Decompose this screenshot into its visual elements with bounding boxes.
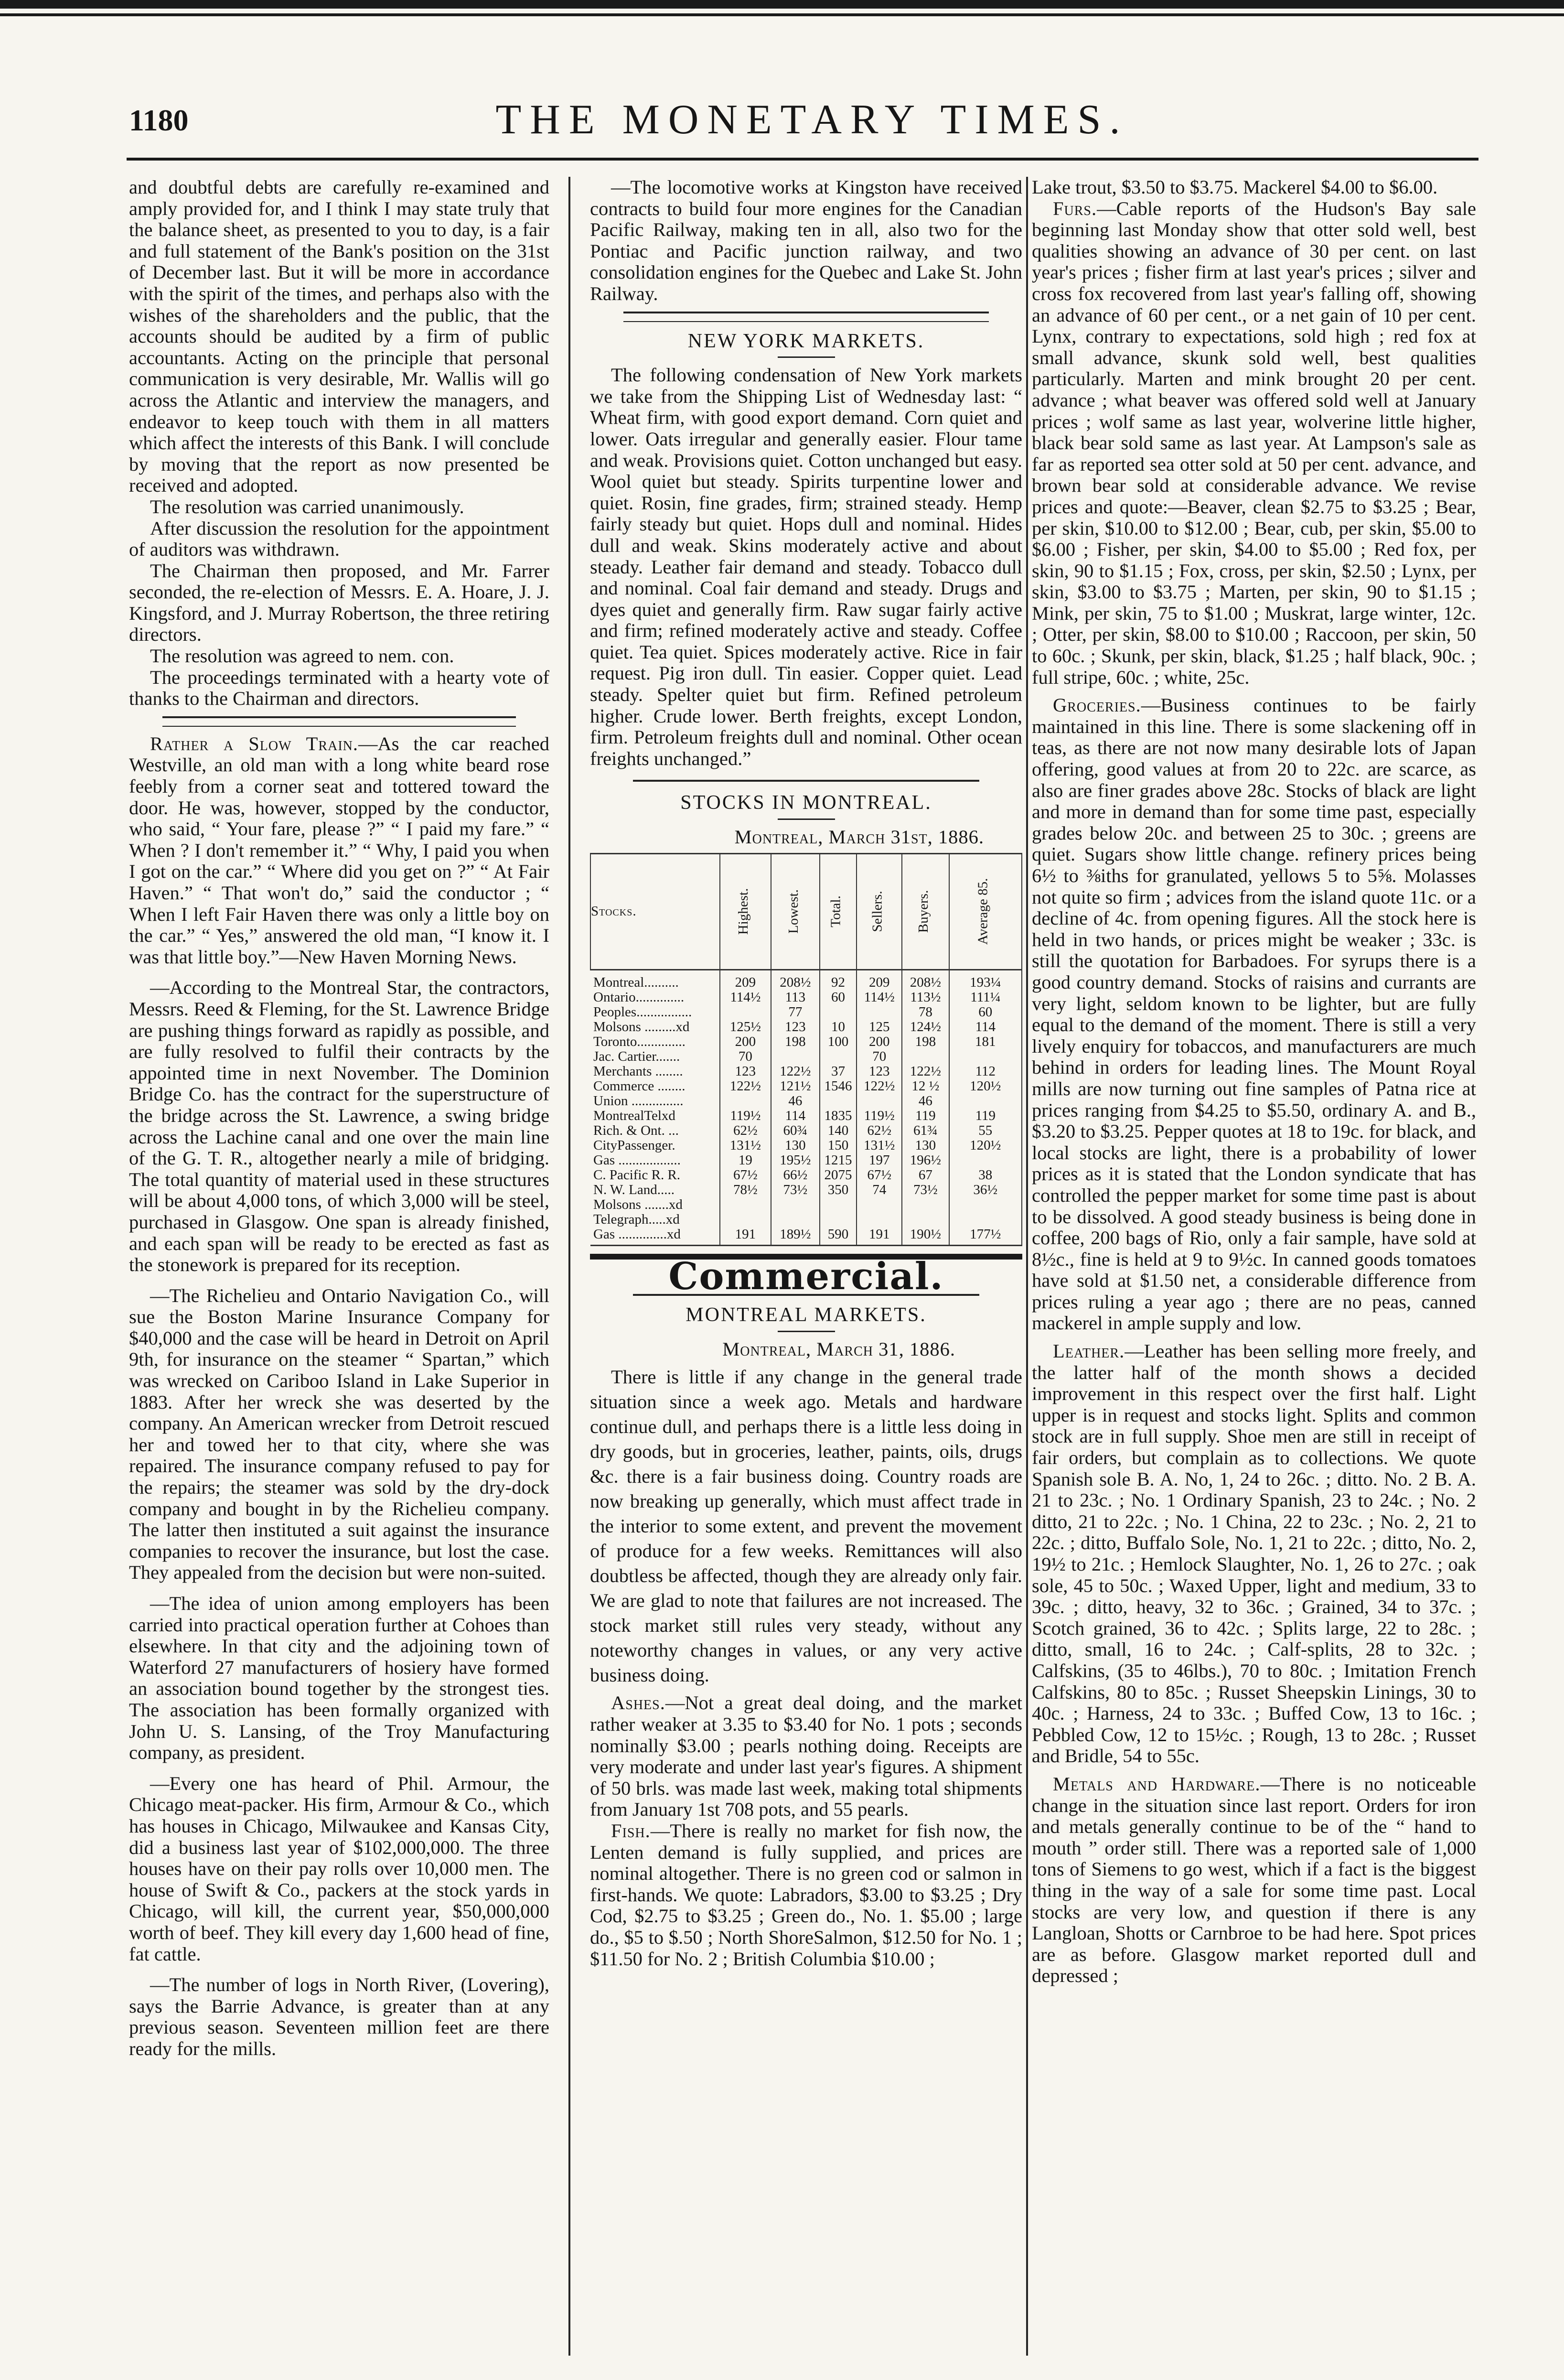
stock-value-cell — [720, 1212, 771, 1227]
stocks-row — [590, 990, 1022, 1005]
stock-value-cell: 130 — [902, 1138, 949, 1153]
stock-value-cell: 111¼ — [949, 990, 1022, 1005]
slow-train-text: —As the car reached Westville, an old man with a long white beard rose feebly from a corner seat and tottered toward the door. He was, however, stopped by the conductor, who said, “ Your fare, please ?” “ I paid my fare.” “ When ? I don't remember it.” “ Why, I paid you when I got on the car.” “ Where did you get on ?” “ At Fair Haven.” “ That won't do,” said the conductor ; “ When I left Fair Haven there was only a little boy on the car.” “ Yes,” answered the old man, “I know it. I was that little boy.”—New Haven Morning News. — [129, 732, 549, 968]
locomotive-article: —The locomotive works at Kingston have received contracts to build four more engines for the Canadian Pacific Railway, making ten in all, also two for the Pontiac and Pacific junction railway, and two consolidation engines for the Quebec and Lake St. John Railway. — [590, 176, 1022, 304]
metals-heading: Metals and Hardware. — [1053, 1773, 1261, 1795]
stock-value-cell: 74 — [857, 1183, 902, 1197]
stock-value-cell — [720, 1197, 771, 1212]
stock-value-cell — [902, 1197, 949, 1212]
masthead-title: THE MONETARY TIMES. — [495, 97, 1129, 143]
montreal-markets-title: MONTREAL MARKETS. — [686, 1304, 927, 1326]
stocks-table — [590, 853, 1022, 1246]
st-lawrence-bridge-article: —According to the Montreal Star, the contractors, Messrs. Reed & Fleming, for the St. Lawrence Bridge are pushing things forward as rapidly as possible, and are fully resolved to fulfil their contracts by the appointed time in next November. The Dominion Bridge Co. has the contract for the superstructure of the bridge across the St. Lawrence, a swing bridge across the Lachine canal and one over the main line of the G. T. R., altogether nearly a mile of bridging. The total quantity of material used in these structures will be about 4,000 tons, of which 3,000 will be steel, purchased in Glasgow. One span is already finished, and each span will be ready to be erected as fast as the stonework is prepared for its reception. — [129, 977, 549, 1276]
top-border-rule-thin — [0, 13, 1564, 16]
stock-value-cell — [857, 1212, 902, 1227]
stock-value-cell — [820, 1212, 857, 1227]
stock-value-cell: 2075 — [820, 1168, 857, 1183]
slow-train-heading: Rather a Slow Train. — [150, 732, 358, 754]
stock-value-cell: 197 — [857, 1153, 902, 1168]
stock-value-cell: 46 — [902, 1094, 949, 1109]
stock-value-cell: 55 — [949, 1123, 1022, 1138]
stock-name-cell: Commerce ........ — [590, 1079, 720, 1094]
metals-paragraph — [1032, 1774, 1476, 1987]
stock-value-cell: 193¼ — [949, 969, 1022, 990]
stock-name-cell: Gas ..............xd — [590, 1227, 720, 1246]
resolution-agreed: The resolution was agreed to nem. con. — [150, 645, 454, 667]
stocks-col-header: Highest. — [720, 853, 771, 969]
stock-name-cell: Jac. Cartier....... — [590, 1049, 720, 1064]
stock-value-cell: 46 — [771, 1094, 820, 1109]
stock-value-cell: 67½ — [720, 1168, 771, 1183]
stock-name-cell: Gas .................. — [590, 1153, 720, 1168]
metals-text: —There is no noticeable change in the situation since last report. Orders for iron and metals generally continue to be of the “ hand to mouth ” order still. There was a reported sale of 1,000 tons of Siemens to go west, which if a fact is the biggest thing in the way of a sale for some time past. Local stocks are very low, and question if there is any Langloan, Shotts or Carnbroe to be had here. Spot prices are as before. Glasgow market reported dull and depressed ; — [1032, 1773, 1476, 1987]
top-border-rule — [0, 0, 1564, 9]
stocks-row — [590, 1064, 1022, 1079]
stock-value-cell: 62½ — [720, 1123, 771, 1138]
title-dash — [778, 818, 835, 820]
stock-value-cell — [771, 1212, 820, 1227]
groceries-text: —Business continues to be fairly maintained in this line. There is some slackening off in teas, as there are not now many desirable lots of Japan offering, good values at from 20 to 22c. are scarce, as also are finer grades above 28c. Stocks of black are light and more in demand than for some time past, especially grades below 20c. and between 25 to 30c. ; greens are quiet. Sugars show little change. refinery prices being 6½ to ⅜iths for granulated, yellows 5 to 5⅝. Molasses not quite so firm ; advices from the island quote 11c. or a decline of 4c. from opening figures. All the stock here is held in two hands, or prices might be weaker ; 33c. is still the quotation for Barbadoes. For syrups there is a good country demand. Stocks of raisins and currants are very light, seldom known to be lighter, but are fully equal to the demand of the moment. There is still a very lively enquiry for tobaccos, and manufacturers are much behind in orders for leading lines. The Mount Royal mills are now turning out fine samples of Patna rice at prices ranging from $4.25 to $5.50, ordinary A. and B., $3.20 to $3.25. Pepper quotes at 18 to 19c. for black, and local stocks are light, there is a probability of lower prices as it is stated that the London syndicate that has controlled the pepper market for some time past is about to be dissolved. A good steady business is being done in coffee, 200 bags of Rio, only a fair sample, have sold at 8½c., fine is held at 9 to 9½c. In canned goods tomatoes have sold at $1.50 net, a considerable difference from prices ruling a year ago ; there are no peas, canned mackerel in ample supply and low. — [1032, 694, 1476, 1334]
union-employers-article: —The idea of union among employers has been carried into practical operation further at Cohoes than elsewhere. In that city and the adjoining town of Waterford 27 manufacturers of hosiery have formed an association bound together by the strongest ties. The association has been formally organized with John U. S. Lansing, of the Troy Manufacturing company, as president. — [129, 1593, 549, 1764]
page-number: 1180 — [129, 103, 189, 137]
stock-value-cell: 12 ½ — [902, 1079, 949, 1094]
stock-value-cell — [720, 1094, 771, 1109]
stock-value-cell: 61¾ — [902, 1123, 949, 1138]
stock-value-cell — [857, 1094, 902, 1109]
stock-value-cell — [771, 1197, 820, 1212]
column-divider — [568, 177, 570, 2356]
stock-value-cell: 92 — [820, 969, 857, 990]
stock-name-cell: Molsons .......xd — [590, 1197, 720, 1212]
proceedings-terminated: The proceedings terminated with a hearty vote of thanks to the Chairman and directors. — [129, 666, 549, 710]
ny-markets-text: The following condensation of New York markets we take from the Shipping List of Wednesday last: “ Wheat firm, with good export demand. Corn quiet and lower. Oats irregular and generally easier. Flour tame and weak. Provisions quiet. Cotton unchanged but easy. Wool quiet but steady. Spirits turpentine lower and quiet. Rosin, fine grades, firm; strained steady. Hemp fairly steady but quiet. Hops dull and nominal. Hides dull and weak. Skins moderately active and about steady. Leather fair demand and steady. Tobacco dull and nominal. Coal fair demand and steady. Drugs and dyes quiet and generally firm. Raw sugar fairly active and firm; refined moderately active and steady. Coffee quiet. Tea quiet. Spices moderately active. Rice in fair request. Pig iron dull. Tin easier. Copper quiet. Lead steady. Spelter quiet but firm. Refined petroleum higher. Crude lower. Berth freights, except London, firm. Petroleum freights dull and nominal. Other ocean freights unchanged.” — [590, 364, 1022, 769]
auditors-withdrawn: After discussion the resolution for the appointment of auditors was withdrawn. — [129, 517, 549, 560]
stock-value-cell: 122½ — [857, 1079, 902, 1094]
stock-value-cell: 73½ — [902, 1183, 949, 1197]
stock-value-cell: 196½ — [902, 1153, 949, 1168]
stocks-col-header: Buyers. — [902, 853, 949, 969]
stock-value-cell: 114½ — [720, 990, 771, 1005]
stock-value-cell: 70 — [720, 1049, 771, 1064]
stock-value-cell: 195½ — [771, 1153, 820, 1168]
stock-value-cell: 1546 — [820, 1079, 857, 1094]
stock-value-cell: 10 — [820, 1020, 857, 1034]
stock-value-cell: 77 — [771, 1005, 820, 1020]
stock-value-cell — [857, 1197, 902, 1212]
stock-value-cell: 114 — [949, 1020, 1022, 1034]
masthead-rule — [127, 158, 1478, 161]
stocks-dateline: Montreal, March 31st, 1886. — [734, 826, 984, 848]
leather-paragraph — [1032, 1341, 1476, 1767]
stock-value-cell: 119½ — [857, 1109, 902, 1123]
stock-name-cell: Peoples................ — [590, 1005, 720, 1020]
stock-value-cell: 60 — [820, 990, 857, 1005]
stock-value-cell: 78½ — [720, 1183, 771, 1197]
fish-heading: Fish. — [611, 1820, 651, 1842]
stock-value-cell: 114½ — [857, 990, 902, 1005]
montreal-markets-text: There is little if any change in the general trade situation since a week ago. Metals and hardware continue dull, and perhaps there is a little less doing in dry goods, but in groceries, leather, paints, oils, drugs &c. there is a fair business doing. Country roads are now breaking up generally, which must affect trade in the interior to some extent, and prevent the movement of produce for a few weeks. Remittances will also doubtless be affected, though they are already only fair. We are glad to note that failures are not increased. The stock market still rules very steady, without any noteworthy changes in values, or any very active business doing. — [590, 1366, 1022, 1686]
stock-value-cell: 209 — [720, 969, 771, 990]
stock-value-cell: 114 — [771, 1109, 820, 1123]
stock-value-cell: 113 — [771, 990, 820, 1005]
richelieu-article: —The Richelieu and Ontario Navigation Co., will sue the Boston Marine Insurance Company for $40,000 and the case will be heard in Detroit on April 9th, for insurance on the steamer “ Spartan,” which was wrecked on Cariboo Island in Lake Superior in 1883. After her wreck she was deserted by the company. An American wrecker from Detroit rescued her and towed her to that city, where she was repaired. The insurance company refused to pay for the repairs; the steamer was sold by the dry-dock company and bought in by the Richelieu company. The latter then instituted a suit against the insurance companies to recover the insurance, but lost the case. They appealed from the decision but were non-suited. — [129, 1284, 549, 1583]
stock-value-cell: 1215 — [820, 1153, 857, 1168]
stock-name-cell: Ontario.............. — [590, 990, 720, 1005]
slow-train-article — [129, 733, 549, 968]
montreal-markets-dateline: Montreal, March 31, 1886. — [722, 1338, 955, 1360]
groceries-heading: Groceries. — [1053, 694, 1141, 716]
stocks-row — [590, 969, 1022, 990]
furs-text: —Cable reports of the Hudson's Bay sale beginning last Monday show that otter sold well, best qualities showing an advance of 30 per cent. on last year's prices ; fisher firm at last year's prices ; silver and cross fox recovered from last year's falling off, showing an advance of 60 per cent., or a net gain of 10 per cent. Lynx, contrary to expectations, sold high ; red fox at small advance, skunk sold well, best qualities particularly. Marten and mink brought 20 per cent. advance ; what beaver was offered sold well at January prices ; wolf same as last year, wolverine little higher, black bear sold same as last year. At Lampson's sale as far as reported sea otter sold at 50 per cent. advance, and brown bear sold at considerable advance. We revise prices and quote:—Beaver, clean $2.75 to $3.25 ; Bear, per skin, $10.00 to $12.00 ; Bear, cub, per skin, $5.00 to $6.00 ; Fisher, per skin, $4.00 to $5.00 ; Red fox, per skin, 90 to $1.15 ; Fox, cross, per skin, $2.50 ; Lynx, per skin, $3.00 to $3.75 ; Marten, per skin, 90 to $1.15 ; Mink, per skin, 75 to $1.00 ; Muskrat, large winter, 12c. ; Otter, per skin, $8.00 to $10.00 ; Raccoon, per skin, 50 to 60c. ; Skunk, per skin, black, $1.25 ; half black, 90c. ; full stripe, 60c. ; white, 25c. — [1032, 197, 1476, 688]
stocks-row — [590, 1197, 1022, 1212]
title-dash — [778, 356, 835, 358]
stock-value-cell: 208½ — [771, 969, 820, 990]
stock-value-cell: 60¾ — [771, 1123, 820, 1138]
leather-heading: Leather. — [1053, 1340, 1125, 1362]
stock-value-cell: 181 — [949, 1034, 1022, 1049]
stock-value-cell: 122½ — [771, 1064, 820, 1079]
armour-article: —Every one has heard of Phil. Armour, the Chicago meat-packer. His firm, Armour & Co., which has houses in Chicago, Milwaukee and Kansas City, did a business last year of $102,000,000. The three houses have on their pay rolls over 10,000 men. The house of Swift & Co., packers at the stock yards in Chicago, will kill, the current year, $50,000,000 worth of beef. They kill every day 1,600 head of fine, fat cattle. — [129, 1772, 549, 1965]
stock-value-cell: 190½ — [902, 1227, 949, 1246]
stock-value-cell: 70 — [857, 1049, 902, 1064]
section-separator — [162, 716, 516, 727]
ashes-text: —Not a great deal doing, and the market rather weaker at 3.35 to $3.40 for No. 1 pots ; seconds nominally $3.00 ; pearls nothing doing. Receipts are very moderate and under last year's figures. A shipment of 50 brls. was made last week, making total shipments from January 1st 708 pots, and 55 pearls. — [590, 1692, 1022, 1820]
stock-value-cell: 191 — [857, 1227, 902, 1246]
stock-name-cell: N. W. Land..... — [590, 1183, 720, 1197]
resolution-carried: The resolution was carried unanimously. — [150, 495, 464, 517]
stock-value-cell: 73½ — [771, 1183, 820, 1197]
stock-value-cell: 200 — [720, 1034, 771, 1049]
stock-value-cell: 130 — [771, 1138, 820, 1153]
stock-value-cell: 119 — [902, 1109, 949, 1123]
stock-value-cell — [820, 1005, 857, 1020]
stock-value-cell: 122½ — [902, 1064, 949, 1079]
stock-value-cell — [820, 1197, 857, 1212]
stock-value-cell: 119½ — [720, 1109, 771, 1123]
stock-value-cell: 177½ — [949, 1227, 1022, 1246]
stock-value-cell: 140 — [820, 1123, 857, 1138]
stocks-row — [590, 1123, 1022, 1138]
stock-value-cell: 78 — [902, 1005, 949, 1020]
stock-name-cell: Merchants ........ — [590, 1064, 720, 1079]
stock-value-cell: 123 — [771, 1020, 820, 1034]
stock-value-cell: 122½ — [720, 1079, 771, 1094]
stock-value-cell — [771, 1049, 820, 1064]
fish-text: —There is really no market for fish now, the Lenten demand is fully supplied, and prices are nominal altogether. There is no green cod or salmon in first-hands. We quote: Labradors, $3.00 to $3.25 ; Dry Cod, $2.75 to $3.25 ; Green do., No. 1. $5.00 ; large do., $5 to $.50 ; North ShoreSalmon, $12.50 for No. 1 ; $11.50 for No. 2 ; British Columbia $10.00 ; — [590, 1820, 1022, 1970]
stock-value-cell — [902, 1212, 949, 1227]
column-divider — [1026, 177, 1028, 2356]
logs-article: —The number of logs in North River, (Lovering), says the Barrie Advance, is greater than at any previous season. Seventeen million feet are there ready for the mills. — [129, 1974, 549, 2059]
stock-value-cell: 38 — [949, 1168, 1022, 1183]
stock-value-cell — [949, 1153, 1022, 1168]
stock-value-cell: 120½ — [949, 1138, 1022, 1153]
stocks-col-header: Average 85. — [949, 853, 1022, 969]
stock-value-cell: 62½ — [857, 1123, 902, 1138]
stock-value-cell: 350 — [820, 1183, 857, 1197]
stocks-row — [590, 1138, 1022, 1153]
stocks-header-row — [590, 853, 1022, 969]
stocks-row — [590, 1049, 1022, 1064]
stock-value-cell: 36½ — [949, 1183, 1022, 1197]
stock-name-cell: Montreal.......... — [590, 969, 720, 990]
directors-reelection: The Chairman then proposed, and Mr. Farrer seconded, the re-election of Messrs. E. A. Hoare, J. J. Kingsford, and J. Murray Robertson, the three retiring directors. — [129, 560, 549, 646]
stock-name-cell: CityPassenger. — [590, 1138, 720, 1153]
stock-value-cell: 100 — [820, 1034, 857, 1049]
stock-value-cell: 37 — [820, 1064, 857, 1079]
stock-value-cell — [720, 1005, 771, 1020]
stock-name-cell: C. Pacific R. R. — [590, 1168, 720, 1183]
stocks-col-header: Stocks. — [590, 853, 720, 969]
stocks-row — [590, 1005, 1022, 1020]
stock-value-cell: 191 — [720, 1227, 771, 1246]
stocks-col-header: Total. — [820, 853, 857, 969]
stock-value-cell: 119 — [949, 1109, 1022, 1123]
ashes-paragraph — [590, 1692, 1022, 1820]
stock-name-cell: Telegraph.....xd — [590, 1212, 720, 1227]
stock-value-cell: 112 — [949, 1064, 1022, 1079]
stocks-row — [590, 1183, 1022, 1197]
stock-name-cell: Molsons .........xd — [590, 1020, 720, 1034]
stock-value-cell — [857, 1005, 902, 1020]
stock-value-cell — [949, 1197, 1022, 1212]
stock-value-cell: 123 — [720, 1064, 771, 1079]
bank-speech-paragraph: and doubtful debts are carefully re-examined and amply provided for, and I think I may state truly that the balance sheet, as presented to you to day, is a fair and full statement of the Bank's position on the 31st of December last. But it will be more in accordance with the spirit of the times, and perhaps also with the wishes of the shareholders and the public, that the accounts should be audited by a firm of public accountants. Acting on the principle that personal communication is very desirable, Mr. Wallis will go across the Atlantic and interview the managers, and endeavor to keep touch with them in all matters which affect the interests of this Bank. I will conclude by moving that the report as now presented be received and adopted. — [129, 176, 549, 496]
section-separator — [623, 312, 989, 322]
stock-value-cell: 19 — [720, 1153, 771, 1168]
stocks-table-body — [590, 969, 1022, 1245]
stock-value-cell: 208½ — [902, 969, 949, 990]
stock-value-cell: 198 — [902, 1034, 949, 1049]
stock-value-cell — [902, 1049, 949, 1064]
stock-value-cell: 150 — [820, 1138, 857, 1153]
lake-trout-line: Lake trout, $3.50 to $3.75. Mackerel $4.00 to $6.00. — [1032, 176, 1438, 198]
stocks-row — [590, 1109, 1022, 1123]
stock-value-cell: 590 — [820, 1227, 857, 1246]
stock-name-cell: Union ............... — [590, 1094, 720, 1109]
stock-value-cell: 189½ — [771, 1227, 820, 1246]
ny-markets-title: NEW YORK MARKETS. — [687, 330, 925, 352]
stocks-row — [590, 1212, 1022, 1227]
stock-value-cell: 67½ — [857, 1168, 902, 1183]
stocks-row — [590, 1168, 1022, 1183]
stock-value-cell: 198 — [771, 1034, 820, 1049]
stocks-row — [590, 1153, 1022, 1168]
stock-value-cell: 1835 — [820, 1109, 857, 1123]
stocks-title: STOCKS IN MONTREAL. — [680, 792, 932, 814]
stocks-row — [590, 1094, 1022, 1109]
furs-paragraph — [1032, 198, 1476, 689]
stocks-row — [590, 1020, 1022, 1034]
stock-value-cell: 200 — [857, 1034, 902, 1049]
stock-value-cell — [949, 1049, 1022, 1064]
stock-value-cell: 60 — [949, 1005, 1022, 1020]
stock-value-cell: 120½ — [949, 1079, 1022, 1094]
stock-name-cell: Toronto.............. — [590, 1034, 720, 1049]
stocks-row — [590, 1227, 1022, 1246]
stocks-col-header: Sellers. — [857, 853, 902, 969]
stock-value-cell: 124½ — [902, 1020, 949, 1034]
stock-value-cell: 125½ — [720, 1020, 771, 1034]
stocks-row — [590, 1079, 1022, 1094]
stock-value-cell: 131½ — [857, 1138, 902, 1153]
section-separator — [633, 780, 979, 782]
column-middle — [590, 177, 1022, 1970]
stock-value-cell — [949, 1212, 1022, 1227]
stocks-col-header: Lowest. — [771, 853, 820, 969]
fish-paragraph — [590, 1820, 1022, 1970]
stock-value-cell: 121½ — [771, 1079, 820, 1094]
stock-value-cell: 113½ — [902, 990, 949, 1005]
leather-text: —Leather has been selling more freely, and the latter half of the month shows a decided improvement in this respect over the first half. Light upper is in request and stocks light. Splits and common stock are in full supply. Shoe men are still in receipt of fair orders, but complain as to collections. We quote Spanish sole B. A. No, 1, 24 to 26c. ; ditto. No. 2 B. A. 21 to 23c. ; No. 1 Ordinary Spanish, 23 to 24c. ; No. 2 ditto, 21 to 22c. ; No. 1 China, 22 to 23c. ; No. 2, 21 to 22c. ; ditto, Buffalo Sole, No. 1, 21 to 22c. ; ditto, No. 2, 19½ to 21c. ; Hemlock Slaughter, No. 1, 26 to 27c. ; oak sole, 45 to 50c. ; Waxed Upper, light and medium, 33 to 39c. ; ditto, heavy, 32 to 36c. ; Grained, 34 to 37c. ; Scotch grained, 36 to 42c. ; Splits large, 22 to 28c. ; ditto, small, 16 to 24c. ; Calf-splits, 28 to 32c. ; Calfskins, (35 to 46lbs.), 70 to 80c. ; Imitation French Calfskins, 80 to 85c. ; Russet Sheepskin Linings, 30 to 40c. ; Harness, 24 to 33c. ; Buffed Cow, 13 to 16c. ; Pebbled Cow, 12 to 15½c. ; Rough, 13 to 28c. ; Russet and Bridle, 54 to 55c. — [1032, 1340, 1476, 1767]
stock-value-cell: 209 — [857, 969, 902, 990]
stock-value-cell: 123 — [857, 1064, 902, 1079]
commercial-heading: Commercial. — [668, 1254, 944, 1298]
stock-name-cell: MontrealTelxd — [590, 1109, 720, 1123]
groceries-paragraph — [1032, 695, 1476, 1334]
column-right — [1032, 177, 1476, 1987]
stock-value-cell: 125 — [857, 1020, 902, 1034]
stock-value-cell — [820, 1094, 857, 1109]
stock-value-cell: 131½ — [720, 1138, 771, 1153]
ashes-heading: Ashes. — [611, 1692, 665, 1714]
stock-value-cell: 67 — [902, 1168, 949, 1183]
stock-name-cell: Rich. & Ont. ... — [590, 1123, 720, 1138]
stock-value-cell: 66½ — [771, 1168, 820, 1183]
stock-value-cell — [949, 1094, 1022, 1109]
column-left — [129, 177, 549, 2059]
stock-value-cell — [820, 1049, 857, 1064]
title-dash — [778, 1331, 835, 1332]
stocks-row — [590, 1034, 1022, 1049]
furs-heading: Furs. — [1053, 197, 1097, 219]
